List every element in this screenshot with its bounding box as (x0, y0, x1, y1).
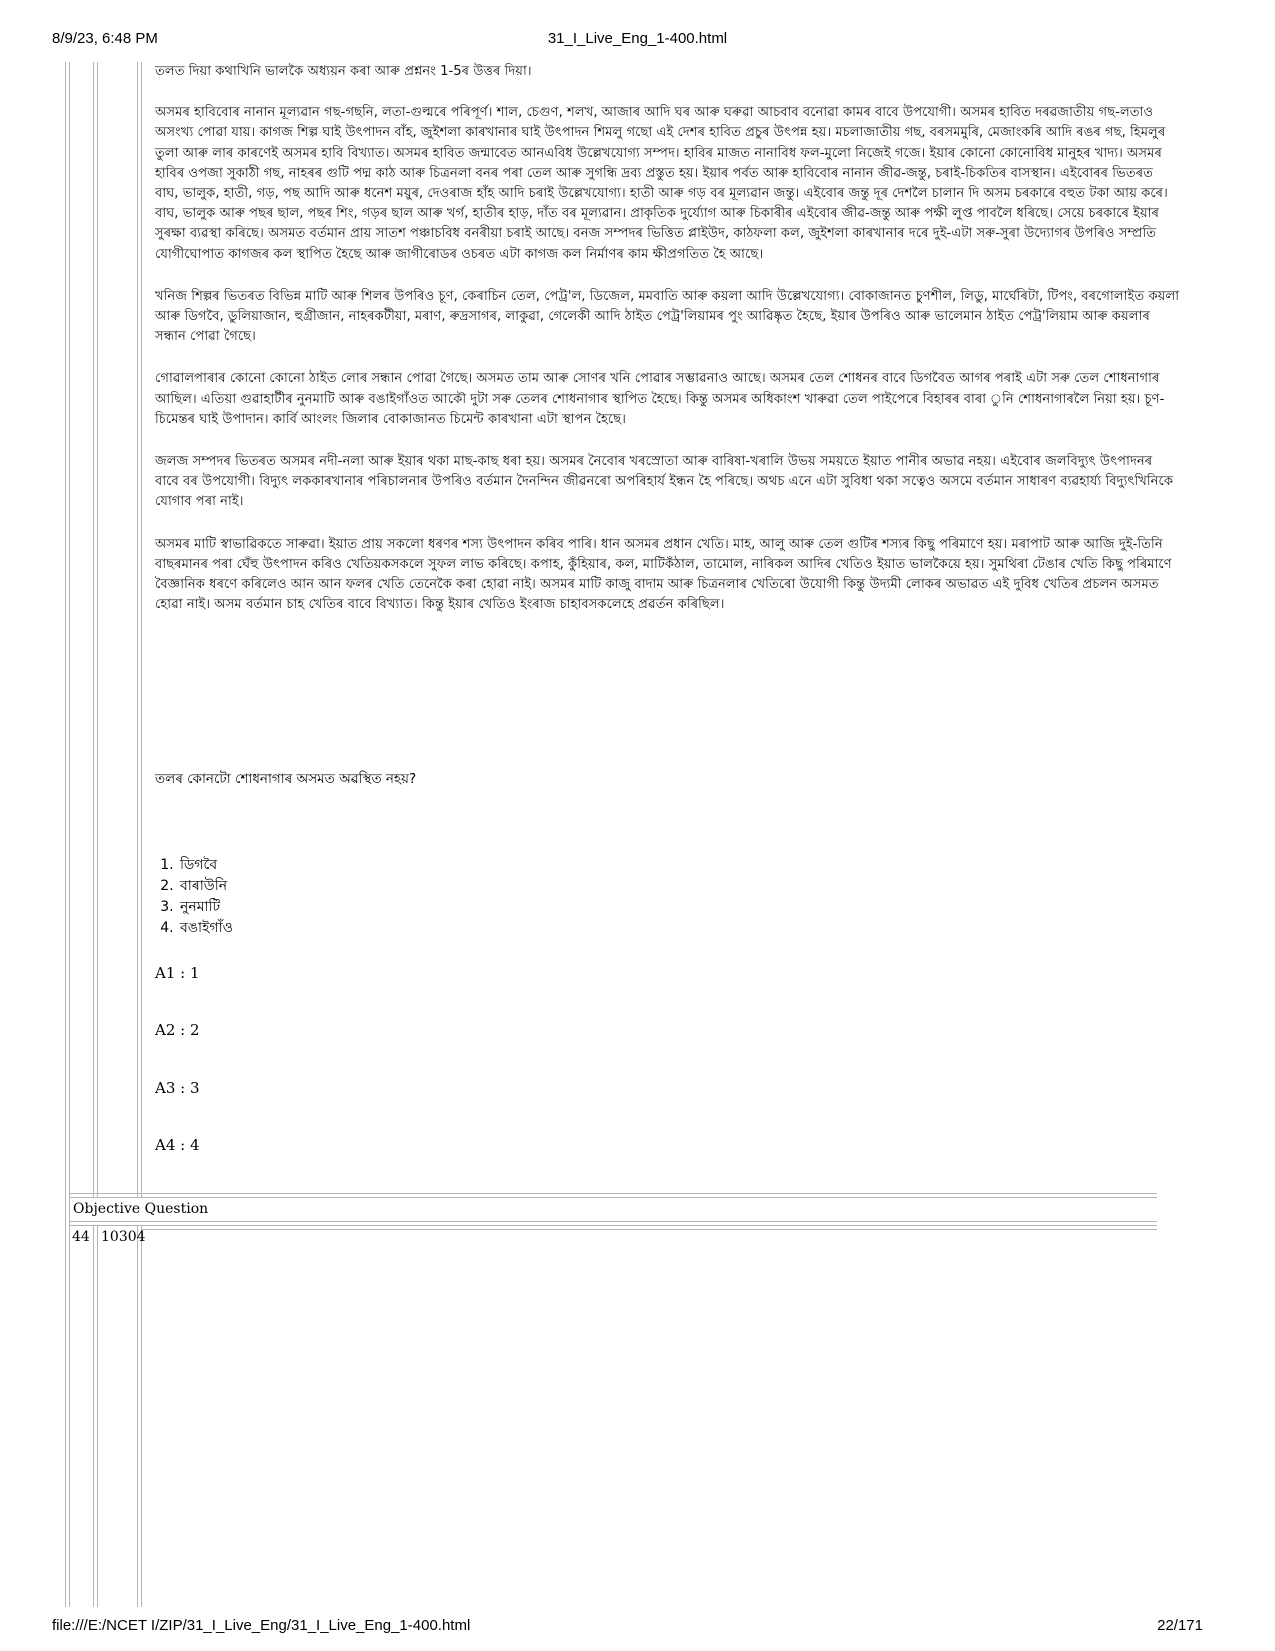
row-divider-lower (69, 1221, 1157, 1222)
answer-a4: A4 : 4 (155, 1136, 200, 1154)
print-page-number: 22/171 (1157, 1617, 1203, 1634)
question-text: তলৰ কোনটো শোধনাগাৰ অসমত অৱস্থিত নহয়? (155, 771, 417, 787)
question-serial: 44 (72, 1229, 90, 1245)
print-header (52, 30, 1223, 52)
column-divider-serial-inner (97, 62, 98, 1197)
option-4: 4. বঙাইগাঁও (178, 918, 233, 939)
options-list (154, 855, 233, 939)
print-datetime: 8/9/23, 6:48 PM (52, 30, 158, 47)
column-divider-serial-next (93, 1225, 94, 1607)
table-border-left-inner (69, 62, 70, 1607)
row-divider-upper (69, 1193, 1157, 1194)
passage-paragraph-water: জলজ সম্পদৰ ভিতৰত অসমৰ নদী-নলা আৰু ইয়াৰ থকা মাছ-কাছ ধৰা হয়। অসমৰ নৈবোৰ খৰস্ৰোতা আৰু বাৰিষা-খৰালি উভয় সময়তে ইয়াত পানীৰ অভাৱ নহয়। এইবোৰ জলবিদ্যুৎ উৎপাদনৰ বাবে বৰ উপযোগী। বিদ্যুৎ লককাৰখানাৰ পৰিচালনাৰ উপৰিও বৰ্তমান দৈনন্দিন জীৱনৰো অপৰিহাৰ্য ইন্ধন হৈ পৰিছে। অথচ এনে এটা সুবিধা থকা সত্বেও অসমে বৰ্তমান সাধাৰণ ব্যৱহাৰ্য্য বিদ্যুৎখিনিকে যোগাব পৰা নাই। (155, 454, 1174, 510)
option-3: 3. নুনমাটি (178, 897, 233, 918)
option-1: 1. ডিগবৈ (178, 855, 233, 876)
passage-paragraph-minerals: খনিজ শিল্পৰ ভিতৰত বিভিন্ন মাটি আৰু শিলৰ উপৰিও চূণ, কেৰাচিন তেল, পেট্ৰ'ল, ডিজেল, মমবাতি আৰু কয়লা আদি উল্লেখযোগ্য। বোকাজানত চুণশীল, লিডু, মাৰ্ঘেৰিটা, টিপং, বৰগোলাইত কয়লা আৰু ডিগবৈ, ডুলিয়াজান, হুগ্ৰীজান, নাহৰকটীয়া, মৰাণ, ৰুদ্ৰসাগৰ, লাকুৱা, গেলেকী আদি ঠাইত পেট্ৰ'লিয়ামৰ পুং আৱিষ্কৃত হৈছে, ইয়াৰ উপৰিও আৰু ভালেমান ঠাইত পেট্ৰ'লিয়াম আৰু কয়লাৰ সন্ধান পোৱা গৈছে। (155, 288, 1180, 345)
column-divider-id-inner (141, 62, 142, 1197)
passage-instruction: তলত দিয়া কথাখিনি ভালকৈ অধ্যয়ন কৰা আৰু প্ৰশ্ননং 1-5ৰ উত্তৰ দিয়া। (155, 64, 532, 79)
column-divider-id-next-inner (141, 1225, 142, 1607)
answer-a2: A2 : 2 (155, 1021, 200, 1039)
table-border-left-outer (65, 62, 66, 1607)
option-2: 2. বাৰাউনি (178, 876, 233, 897)
question-id: 10304 (101, 1229, 146, 1245)
print-title: 31_I_Live_Eng_1-400.html (547, 30, 728, 47)
question-type-label: Objective Question (73, 1201, 209, 1217)
answer-a1: A1 : 1 (155, 964, 200, 982)
column-divider-id (137, 62, 138, 1197)
row-divider-lower-inner (69, 1225, 1157, 1226)
column-divider-id-next (137, 1225, 138, 1607)
print-footer (52, 1617, 1223, 1639)
print-file-path: file:///E:/NCET I/ZIP/31_I_Live_Eng/31_I_Live_Eng_1-400.html (52, 1617, 471, 1634)
answer-a3: A3 : 3 (155, 1079, 200, 1097)
row-divider-upper-inner (69, 1197, 1157, 1198)
passage-paragraph-refineries: গোৱালপাৰাৰ কোনো কোনো ঠাইত লোৰ সন্ধান পোৱা গৈছে। অসমত তাম আৰু সোণৰ খনি পোৱাৰ সম্ভাৱনাও আছে। অসমৰ তেল শোধনৰ বাবে ডিগবৈত আগৰ পৰাই এটা সৰু তেল শোধনাগাৰ আছিল। এতিয়া গুৱাহাটীৰ নুনমাটি আৰু বঙাইগাঁওত আকৌ দুটা সৰু তেলৰ শোধনাগাৰ স্থাপিত হৈছে। কিন্তু অসমৰ অধিকাংশ খাৰুৱা তেল পাইপেৰে বিহাৰৰ বাৰা ুনি শোধনাগাৰলৈ নিয়া হয়। চূণ-চিমেন্তৰ ঘাই উপাদান। কাৰ্বি আংলং জিলাৰ বোকাজানত চিমেন্ট কাৰখানা এটা স্থাপন হৈছে। (155, 371, 1165, 427)
passage-paragraph-forest: অসমৰ হাবিবোৰ নানান মূল্যৱান গছ-গছনি, লতা-গুল্মৰে পৰিপূৰ্ণ। শাল, চেগুণ, শলখ, আজাৰ আদি ঘৰ আৰু ঘৰুৱা আচবাব বনোৱা কামৰ বাবে উপযোগী। অসমৰ হাবিত দৰৱজাতীয় গছ-লতাও অসংখ্য পোৱা যায়। কাগজ শিল্প ঘাই উৎপাদন বাঁহ, জুইশলা কাৰখানাৰ ঘাই উৎপাদন শিমলু গছো এই দেশৰ হাবিত প্ৰচুৰ উৎপন্ন হয়। মচলাজাতীয় গছ, বৰসমমুৰি, মেজাংকৰি আদি ৰঙৰ গছ, হিমলুৰ তুলা আৰু লাৰ কাৰণেই অসমৰ হাবি বিখ্যাত। অসমৰ হাবিত জন্মাবেত আনএবিধ উল্লেখযোগ্য সম্পদ। হাবিৰ মাজত নানাবিধ ফল-মুলো নিজেই গজে। ইয়াৰ কোনো কোনোবিধ মানুহৰ খাদ্য। অসমৰ হাবিৰ ওপজা সুকাঠী গছ, নাহৰৰ গুটি পদ্ম কাঠ আৰু চিত্ৰনলা বনৰ পৰা তেল আৰু সুগন্ধি দ্ৰব্য প্ৰস্তুত হয়। ইয়াৰ পৰ্বত আৰু হাবিবোৰ নানান জীৱ-জন্তু, চৰাই-চিকতিৰ বাসস্থান। এইবোৰৰ ভিতৰত বাঘ, ভালুক, হাতী, গড়, পছ আদি আৰু ধনেশ ময়ুৰ, দেওৰাজ হাঁহ আদি চৰাই উল্লেখযোগ্য। হাতী আৰু গড় বৰ মূল্যৱান জন্তু। এইবোৰ জন্তু দূৰ দেশলৈ চালান দি অসম চৰকাৰে বহুত টকা আয় কৰে। বাঘ, ভালুক আৰু পছৰ ছাল, পছৰ শিং, গড়ৰ ছাল আৰু খৰ্গ, হাতীৰ হাড়, দাঁত বৰ মূল্যৱান। প্ৰাকৃতিক দুৰ্য্যোগ আৰু চিকাৰীৰ এইবোৰ জীৱ-জন্তু আৰু পক্ষী লুপ্ত পাবলৈ ধৰিছে। সেয়ে চৰকাৰে ইয়াৰ সুৰক্ষা ব্যৱস্থা কৰিছে। অসমত বৰ্তমান প্ৰায় সাতশ পঞ্চাচবিধ বনৰীয়া চৰাই আছে। বনজ সম্পদৰ ভিত্তিত প্লাইউদ, কাঠফলা কল, জুইশলা কাৰখানাৰ দৰে দুই-এটা সৰু-সুৰা উদ্যোগৰ উপৰিও সম্প্ৰতি যোগীঘোপাত কাগজৰ কল স্থাপিত হৈছে আৰু জাগীৰোডৰ ওচৰত এটা কাগজ কল নিৰ্মাণৰ কাম ক্ষীপ্ৰগতিত হৈ আছে। (155, 105, 1168, 262)
passage (155, 62, 1180, 637)
column-divider-serial-next-inner (97, 1225, 98, 1607)
passage-paragraph-agriculture: অসমৰ মাটি স্বাভাৱিকতে সাৰুৱা। ইয়াত প্ৰায় সকলো ধৰণৰ শস্য উৎপাদন কৰিব পাৰি। ধান অসমৰ প্ৰধান খেতি। মাহ, আলু আৰু তেল গুটিৰ শস্যৰ কিছু পৰিমাণে হয়। মৰাপাট আৰু আজি দুই-তিনি বাছৰমানৰ পৰা ঘেঁহু উৎপাদন কৰিও খেতিয়কসকলে সুফল লাভ কৰিছে। কপাহ, কুঁহিয়াৰ, কল, মাটিকঁঠাল, তামোল, নাৰিকল আদিৰ খেতিও ইয়াত ভালকৈয়ে হয়। সুমথিৰা টেঙাৰ খেতি কিছু পৰিমাণে বৈজ্ঞানিক ধৰণে কৰিলেও আন আন ফলৰ খেতি তেনেকৈ কৰা হোৱা নাই। অসমৰ মাটি কাজু বাদাম আৰু চিত্ৰনলাৰ খেতিৰো উযোগী কিন্তু উদ্যমী লোকৰ অভাৱত এই দুবিধ খেতিৰ প্ৰচলন অসমত হোৱা নাই। অসম বৰ্তমান চাহ খেতিৰ বাবে বিখ্যাত। কিন্তু ইয়াৰ খেতিও ইংৰাজ চাহাবসকলেহে প্ৰৱৰ্তন কৰিছিল। (155, 536, 1172, 613)
column-divider-serial (93, 62, 94, 1197)
cell-top-border (141, 1229, 1157, 1230)
